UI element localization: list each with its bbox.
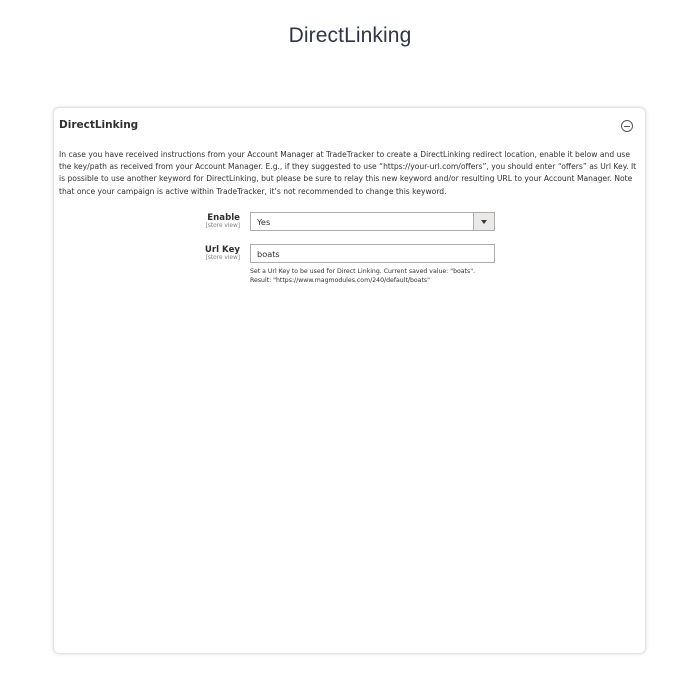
- directlinking-section: [53, 107, 646, 654]
- enable-label-text: Enable: [207, 213, 240, 223]
- page-title: DirectLinking: [288, 24, 412, 47]
- url-key-label-text: Url Key: [204, 245, 240, 255]
- enable-label: [206, 213, 240, 230]
- collapse-icon[interactable]: [621, 120, 633, 132]
- enable-select[interactable]: [250, 212, 495, 231]
- url-key-label: [205, 245, 240, 262]
- chevron-down-icon[interactable]: [473, 213, 494, 230]
- url-key-input[interactable]: [250, 244, 495, 263]
- enable-select-value: Yes: [257, 217, 271, 227]
- url-key-note: [250, 267, 510, 285]
- section-title: DirectLinking: [59, 119, 139, 131]
- url-key-note-line2: Result: "https://www.magmodules.com/240/default/boats": [250, 277, 430, 284]
- enable-scope-label: [store view]: [205, 223, 240, 229]
- url-key-scope-label: [store view]: [205, 255, 240, 261]
- url-key-note-line1: Set a Url Key to be used for Direct Linking. Current saved value: "boats".: [250, 268, 476, 275]
- section-header[interactable]: [54, 108, 645, 144]
- section-description: In case you have received instructions from your Account Manager at TradeTracker to create a DirectLinking redirect location, enable it below and use the key/path as received from your Account Manager. E.g., if they suggested to use “https://your-url.com/offers”, you should enter “offers” as Url Key. It is possible to use another keyword for DirectLinking, but please be sure to relay this new keyword and/or resulting URL to your Account Manager. Note that once your campaign is active within TradeTracker, it’s not recommended to change this keyword.: [59, 150, 637, 196]
